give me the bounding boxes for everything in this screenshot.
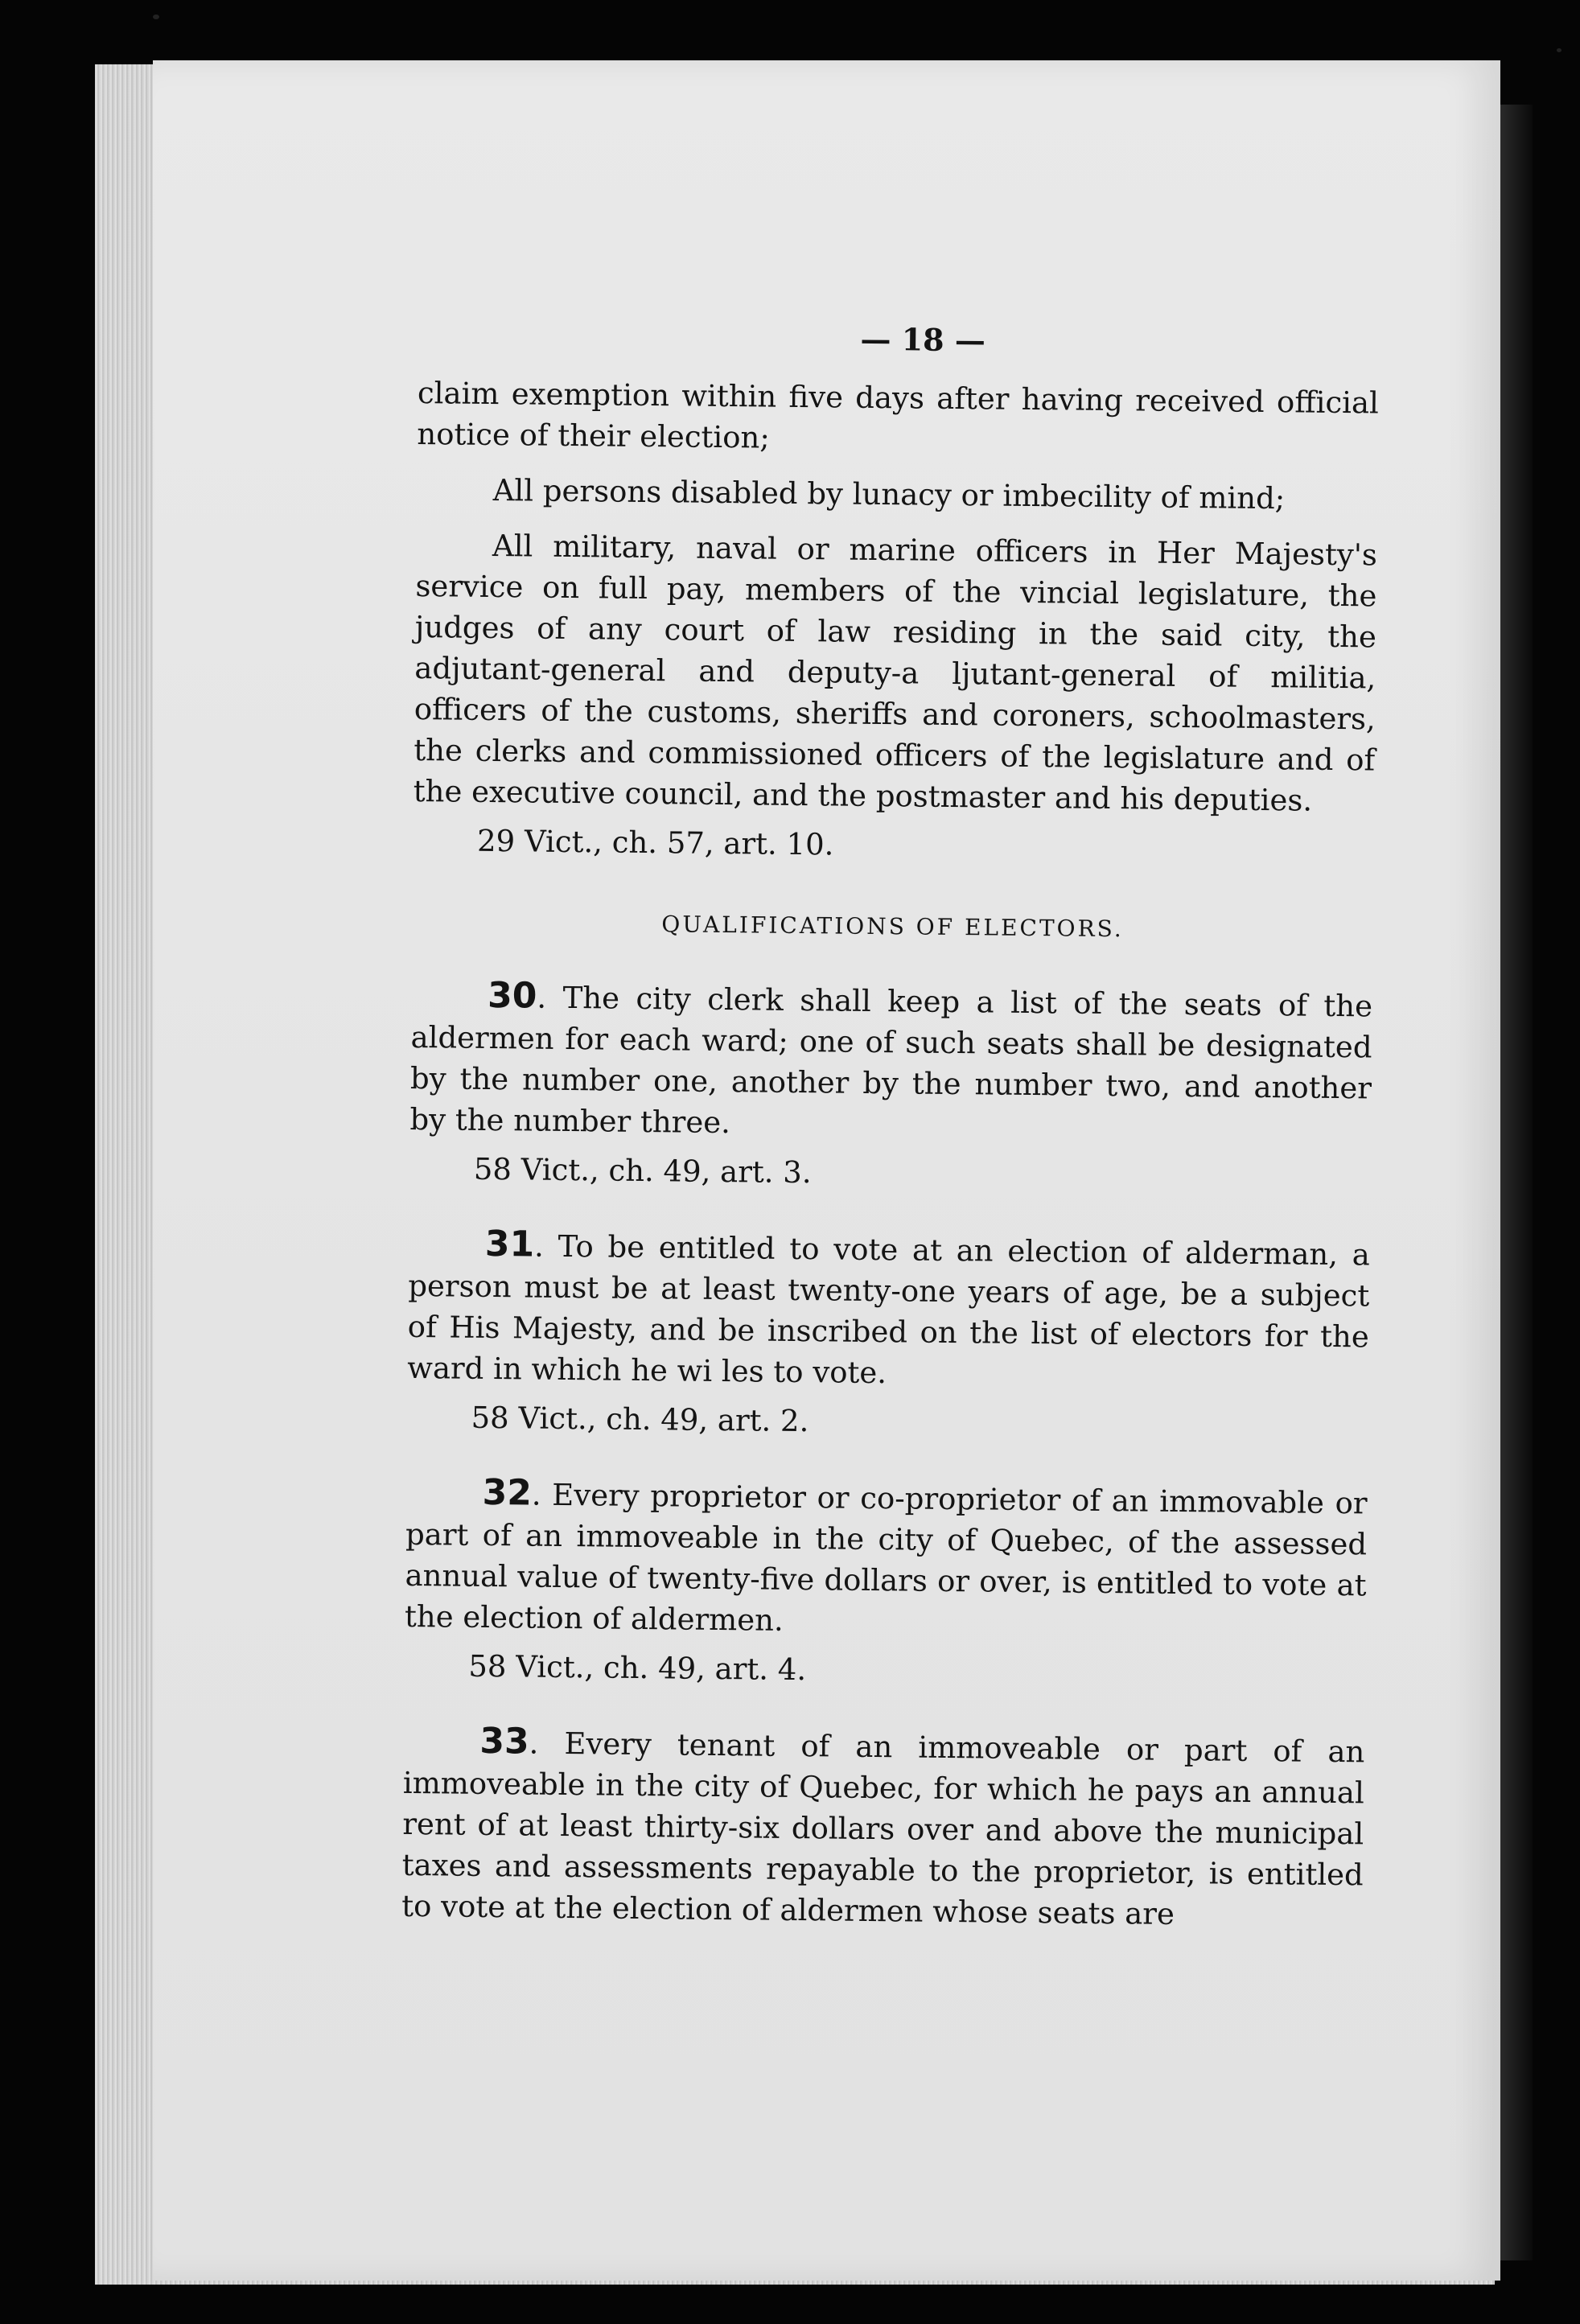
article-31 bbox=[407, 1223, 1370, 1399]
statute-citation: 58 Vict., ch. 49, art. 2. bbox=[471, 1400, 809, 1439]
statute-citation: 58 Vict., ch. 49, art. 3. bbox=[473, 1151, 812, 1191]
article-text: . The city clerk shall keep a list of the seats of the aldermen for each ward; one of such seats shall be designated by the number one, another by the number two, and another by the number three. bbox=[409, 980, 1373, 1141]
statute-citation: 29 Vict., ch. 57, art. 10. bbox=[476, 823, 834, 862]
section-heading: QUALIFICATIONS OF ELECTORS. bbox=[661, 911, 1124, 943]
article-30 bbox=[409, 974, 1372, 1150]
article-number: 30 bbox=[487, 974, 537, 1017]
page-number: — 18 — bbox=[860, 320, 986, 359]
scan-speck bbox=[1557, 48, 1561, 52]
article-text: . Every tenant of an immoveable or part of an immoveable in the city of Quebec, for which he pays an annual rent of at least thirty-six dollars over and above the municipal taxes and assessments repayable to the proprietor, is entitled to vote at the election of aldermen whose seats are bbox=[401, 1726, 1365, 1931]
paragraph: All persons disabled by lunacy or imbecility of mind; bbox=[492, 472, 1286, 516]
article-number: 33 bbox=[479, 1720, 529, 1763]
scan-speck bbox=[153, 14, 159, 19]
paragraph: All military, naval or marine officers in Her Majesty's service on full pay, members of the vincial legislature, the judges of any court of law residing in the said city, the adjutant-general and deputy-a ljutant-general of militia, officers of the customs, sheriffs and coroners, schoolmasters, the clerks and commissioned officers of the legislature and of the executive council, and the postmaster and his deputies. bbox=[413, 528, 1378, 818]
article-number: 32 bbox=[482, 1471, 533, 1514]
page-text bbox=[401, 314, 1380, 1936]
statute-citation: 58 Vict., ch. 49, art. 4. bbox=[468, 1648, 807, 1688]
paragraph: claim exemption within five days after having received official notice of their election; bbox=[417, 375, 1380, 455]
article-text: . To be entitled to vote at an election of alderman, a person must be at least twenty-one years of age, be a subject of His Majesty, and be inscribed on the list of electors for the ward in which he wi les to vote. bbox=[407, 1228, 1371, 1391]
article-text: . Every proprietor or co-proprietor of an immovable or part of an immoveable in the city of Quebec, of the assessed annual value of twenty-five dollars or over, is entitled to vote at the election of aldermen. bbox=[404, 1477, 1368, 1638]
article-33 bbox=[401, 1720, 1365, 1936]
article-number: 31 bbox=[484, 1223, 535, 1265]
book-spine bbox=[1500, 105, 1533, 2260]
article-32 bbox=[405, 1471, 1368, 1647]
